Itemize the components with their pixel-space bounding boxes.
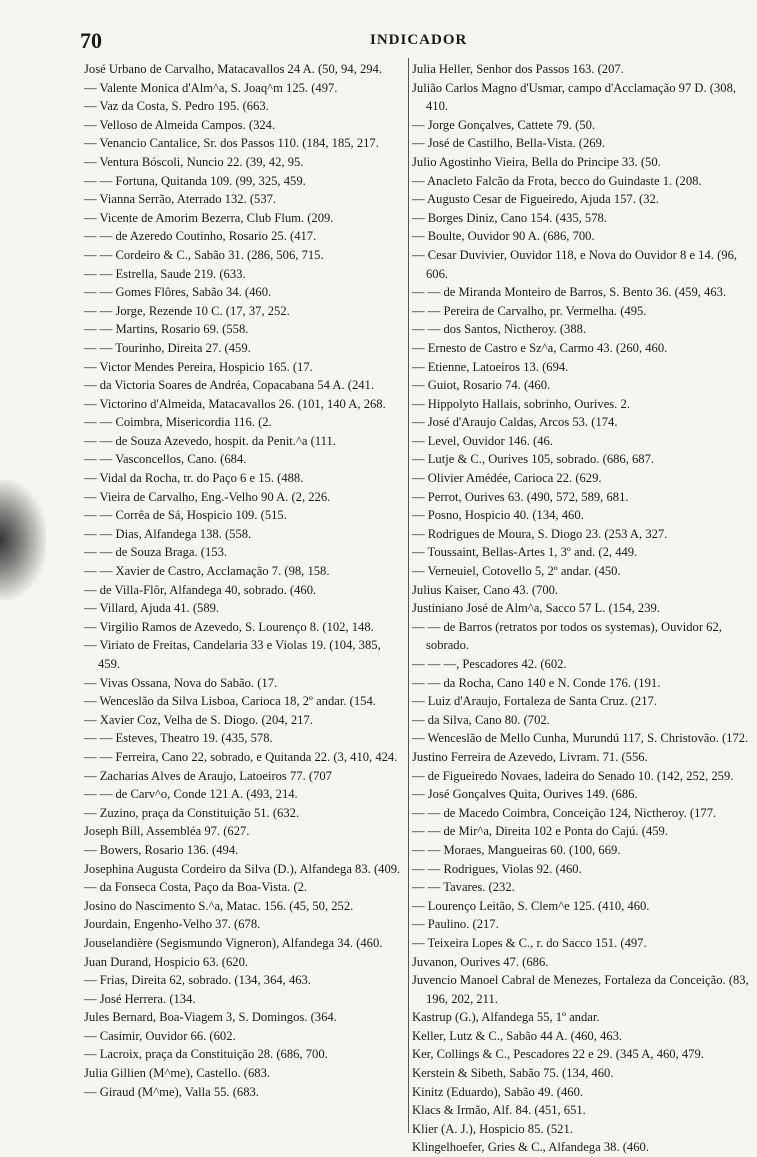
directory-entry: — — de Barros (retratos por todos os systemas), Ouvidor 62, sobrado. — [412, 619, 722, 653]
directory-entry: Juan Durand, Hospicio 63. (620. — [84, 954, 249, 969]
directory-entry: — Boulte, Ouvidor 90 A. (686, 700. — [412, 229, 595, 244]
directory-entry: Juvanon, Ourives 47. (686. — [412, 954, 549, 969]
directory-entry: Josephina Augusta Cordeiro da Silva (D.), Alfandega 83. (409. — [84, 861, 401, 876]
directory-entry: — Venancio Cantalice, Sr. dos Passos 110. (184, 185, 217. — [84, 136, 379, 151]
directory-entry: — Wenceslão da Silva Lisboa, Carioca 18, 2º andar. (154. — [84, 694, 376, 709]
directory-entry: — — de Souza Azevedo, hospit. da Penit.^a (111. — [84, 433, 336, 448]
directory-entry: — Hippolyto Hallais, sobrinho, Ourives. 2. — [412, 396, 630, 411]
directory-entry: — Verneuiel, Cotovello 5, 2º andar. (450. — [412, 564, 621, 579]
directory-entry: — Frias, Direita 62, sobrado. (134, 364, 463. — [84, 973, 312, 988]
directory-entry: — — de Souza Braga. (153. — [84, 545, 228, 560]
directory-entry: Jules Bernard, Boa-Viagem 3, S. Domingos. (364. — [84, 1010, 337, 1025]
directory-entry: Kinitz (Eduardo), Sabão 49. (460. — [412, 1084, 584, 1099]
directory-entry: Julia Heller, Senhor dos Passos 163. (207. — [412, 62, 624, 76]
directory-entry: — Perrot, Ourives 63. (490, 572, 589, 681. — [412, 489, 629, 504]
directory-entry: — — de Miranda Monteiro de Barros, S. Bento 36. (459, 463. — [412, 285, 727, 300]
directory-entry: — Level, Ouvidor 146. (46. — [412, 433, 553, 448]
directory-entry: — Zacharias Alves de Araujo, Latoeiros 77. (707 — [84, 768, 332, 783]
directory-entry: — de Figueiredo Novaes, ladeira do Senado 10. (142, 252, 259. — [412, 768, 734, 783]
directory-entry: Julio Agostinho Vieira, Bella do Principe 33. (50. — [412, 154, 661, 169]
directory-entry: Jourdain, Engenho-Velho 37. (678. — [84, 917, 261, 932]
directory-entry: — Virgilio Ramos de Azevedo, S. Lourenço 8. (102, 148. — [84, 619, 374, 634]
directory-entry: — da Fonseca Costa, Paço da Boa-Vista. (2. — [84, 880, 308, 895]
directory-entry: — Posno, Hospicio 40. (134, 460. — [412, 508, 584, 523]
directory-entry: — — Fortuna, Quitanda 109. (99, 325, 459. — [84, 173, 306, 188]
directory-entry: — Viriato de Freitas, Candelaria 33 e Violas 19. (104, 385, 459. — [84, 638, 381, 671]
directory-entry: — Ernesto de Castro e Sz^a, Carmo 43. (260, 460. — [412, 340, 668, 355]
directory-entry: — da Silva, Cano 80. (702. — [412, 712, 550, 727]
directory-entry: Klingelhoefer, Gries & C., Alfandega 38. (460. — [412, 1140, 649, 1155]
directory-entry: — Victor Mendes Pereira, Hospicio 165. (17. — [84, 359, 313, 374]
directory-entry: — Augusto Cesar de Figueiredo, Ajuda 157. (32. — [412, 192, 659, 207]
directory-entry: — Vaz da Costa, S. Pedro 195. (663. — [84, 99, 269, 114]
directory-entry: — — Martins, Rosario 69. (558. — [84, 322, 249, 337]
directory-entry: — — Cordeiro & C., Sabão 31. (286, 506, 715. — [84, 247, 324, 262]
directory-entry: — — Moraes, Mangueiras 60. (100, 669. — [412, 842, 621, 857]
binding-shadow — [0, 480, 46, 600]
directory-entry: — Borges Diniz, Cano 154. (435, 578. — [412, 210, 607, 225]
directory-entry: — — —, Pescadores 42. (602. — [412, 657, 567, 671]
directory-entry: — Etienne, Latoeiros 13. (694. — [412, 359, 569, 374]
directory-entry: Kastrup (G.), Alfandega 55, 1º andar. — [412, 1010, 600, 1025]
directory-entry: — — de Azeredo Coutinho, Rosario 25. (417. — [84, 229, 317, 244]
directory-entry: — Toussaint, Bellas-Artes 1, 3º and. (2, 449. — [412, 545, 638, 560]
directory-entry: — Cesar Duvivier, Ouvidor 118, e Nova do Ouvidor 8 e 14. (96, 606. — [412, 247, 738, 281]
directory-entry: — — Xavier de Castro, Acclamação 7. (98, 158. — [84, 564, 330, 579]
directory-entry: — Lourenço Leitão, S. Clem^e 125. (410, 460. — [412, 898, 650, 913]
directory-entry: — Guiot, Rosario 74. (460. — [412, 378, 551, 393]
directory-entry: — Wenceslão de Mello Cunha, Murundú 117, S. Christovão. (172. — [412, 731, 749, 746]
directory-entry: — Valente Monica d'Alm^a, S. Joaq^m 125. (497. — [84, 80, 338, 95]
directory-entry: Klier (A. J.), Hospicio 85. (521. — [412, 1121, 573, 1136]
directory-entry: — Vianna Serrão, Aterrado 132. (537. — [84, 192, 277, 207]
page-header — [80, 28, 680, 52]
directory-entry: Jouselandière (Segismundo Vigneron), Alfandega 34. (460. — [84, 935, 383, 950]
directory-entry: Juvencio Manoel Cabral de Menezes, Fortaleza da Conceição. (83, 196, 202, 211. — [412, 973, 749, 1006]
directory-entry: — Villard, Ajuda 41. (589. — [84, 601, 220, 616]
directory-entry: Klacs & Irmão, Alf. 84. (451, 651. — [412, 1103, 586, 1118]
directory-entry: — — Tourinho, Direita 27. (459. — [84, 340, 251, 355]
directory-entry: — Lutje & C., Ourives 105, sobrado. (686, 687. — [412, 452, 655, 467]
directory-entry: — Velloso de Almeida Campos. (324. — [84, 117, 276, 132]
directory-entry: — — Esteves, Theatro 19. (435, 578. — [84, 731, 273, 746]
directory-entry: — — Corrêa de Sá, Hospicio 109. (515. — [84, 508, 287, 523]
directory-entry: — José d'Araujo Caldas, Arcos 53. (174. — [412, 415, 618, 430]
directory-entry: — Ventura Bóscoli, Nuncio 22. (39, 42, 95. — [84, 154, 304, 169]
directory-entry: — Bowers, Rosario 136. (494. — [84, 842, 239, 857]
page-number: 70 — [80, 28, 102, 53]
right-column — [412, 60, 750, 1157]
directory-entry: — — da Rocha, Cano 140 e N. Conde 176. (191. — [412, 675, 661, 690]
directory-entry: — — Estrella, Saude 219. (633. — [84, 266, 246, 281]
directory-entry: — Vivas Ossana, Nova do Sabão. (17. — [84, 675, 278, 690]
directory-entry: — Xavier Coz, Velha de S. Diogo. (204, 217. — [84, 712, 313, 727]
directory-entry: — da Victoria Soares de Andréa, Copacabana 54 A. (241. — [84, 378, 374, 393]
directory-entry: — José Herrera. (134. — [84, 991, 196, 1006]
directory-entry: — — Dias, Alfandega 138. (558. — [84, 526, 252, 541]
running-title: INDICADOR — [370, 32, 468, 48]
directory-entry: — — Gomes Flôres, Sabão 34. (460. — [84, 285, 272, 300]
directory-entry: — — de Carv^o, Conde 121 A. (493, 214. — [84, 787, 298, 802]
directory-entry: — Zuzino, praça da Constituição 51. (632. — [84, 805, 300, 820]
directory-entry: Ker, Collings & C., Pescadores 22 e 29. (345 A, 460, 479. — [412, 1047, 704, 1062]
directory-entry: Julia Gillien (M^me), Castello. (683. — [84, 1066, 271, 1081]
directory-entry: Joseph Bill, Assembléa 97. (627. — [84, 824, 250, 839]
directory-entry: Justiniano José de Alm^a, Sacco 57 L. (154, 239. — [412, 601, 660, 616]
directory-entry: Julius Kaiser, Cano 43. (700. — [412, 582, 559, 597]
directory-entry: — — Ferreira, Cano 22, sobrado, e Quitanda 22. (3, 410, 424. — [84, 749, 398, 764]
directory-entry: Justino Ferreira de Azevedo, Livram. 71. (556. — [412, 749, 648, 764]
directory-entry: — — dos Santos, Nictheroy. (388. — [412, 322, 587, 337]
directory-entry: — — Vasconcellos, Cano. (684. — [84, 452, 247, 467]
directory-entry: Josino do Nascimento S.^a, Matac. 156. (45, 50, 252. — [84, 898, 354, 913]
directory-entry: — José de Castilho, Bella-Vista. (269. — [412, 136, 606, 151]
directory-entry: — — de Macedo Coimbra, Conceição 124, Nictheroy. (177. — [412, 805, 717, 820]
directory-entry: — Luiz d'Araujo, Fortaleza de Santa Cruz. (217. — [412, 694, 657, 709]
directory-entry: — Rodrigues de Moura, S. Diogo 23. (253 A, 327. — [412, 526, 668, 541]
directory-entry: — Anacleto Falcão da Frota, becco do Guindaste 1. (208. — [412, 173, 702, 188]
directory-entry: Julião Carlos Magno d'Usmar, campo d'Acclamação 97 D. (308, 410. — [412, 80, 737, 114]
directory-entry: — — de Mir^a, Direita 102 e Ponta do Cajú. (459. — [412, 824, 668, 839]
directory-entry: Kerstein & Sibeth, Sabão 75. (134, 460. — [412, 1066, 614, 1081]
left-column — [84, 60, 404, 1101]
column-divider — [408, 58, 409, 1133]
directory-entry: José Urbano de Carvalho, Matacavallos 24 A. (50, 94, 294. — [84, 62, 382, 76]
directory-entry: — — Coimbra, Misericordia 116. (2. — [84, 415, 272, 430]
directory-entry: — Olivier Amédée, Carioca 22. (629. — [412, 471, 602, 486]
directory-entry: — Victorino d'Almeida, Matacavallos 26. (101, 140 A, 268. — [84, 396, 386, 411]
directory-entry: — — Pereira de Carvalho, pr. Vermelha. (495. — [412, 303, 647, 318]
directory-entry: — José Gonçalves Quita, Ourives 149. (686. — [412, 787, 638, 802]
directory-entry: — Casimir, Ouvidor 66. (602. — [84, 1028, 236, 1043]
directory-entry: Keller, Lutz & C., Sabão 44 A. (460, 463. — [412, 1028, 623, 1043]
directory-entry: — Vieira de Carvalho, Eng.-Velho 90 A. (2, 226. — [84, 489, 331, 504]
directory-entry: — Giraud (M^me), Valla 55. (683. — [84, 1084, 259, 1099]
directory-entry: — — Jorge, Rezende 10 C. (17, 37, 252. — [84, 303, 290, 318]
directory-entry: — — Tavares. (232. — [412, 880, 515, 895]
directory-entry: — Paulino. (217. — [412, 917, 499, 932]
directory-entry: — Jorge Gonçalves, Cattete 79. (50. — [412, 117, 596, 132]
directory-entry: — Vicente de Amorim Bezerra, Club Flum. (209. — [84, 210, 334, 225]
directory-entry: — de Villa-Flôr, Alfandega 40, sobrado. (460. — [84, 582, 317, 597]
directory-entry: — Teixeira Lopes & C., r. do Sacco 151. (497. — [412, 935, 647, 950]
directory-entry: — — Rodrigues, Violas 92. (460. — [412, 861, 582, 876]
directory-entry: — Lacroix, praça da Constituição 28. (686, 700. — [84, 1047, 328, 1062]
directory-entry: — Vidal da Rocha, tr. do Paço 6 e 15. (488. — [84, 471, 304, 486]
